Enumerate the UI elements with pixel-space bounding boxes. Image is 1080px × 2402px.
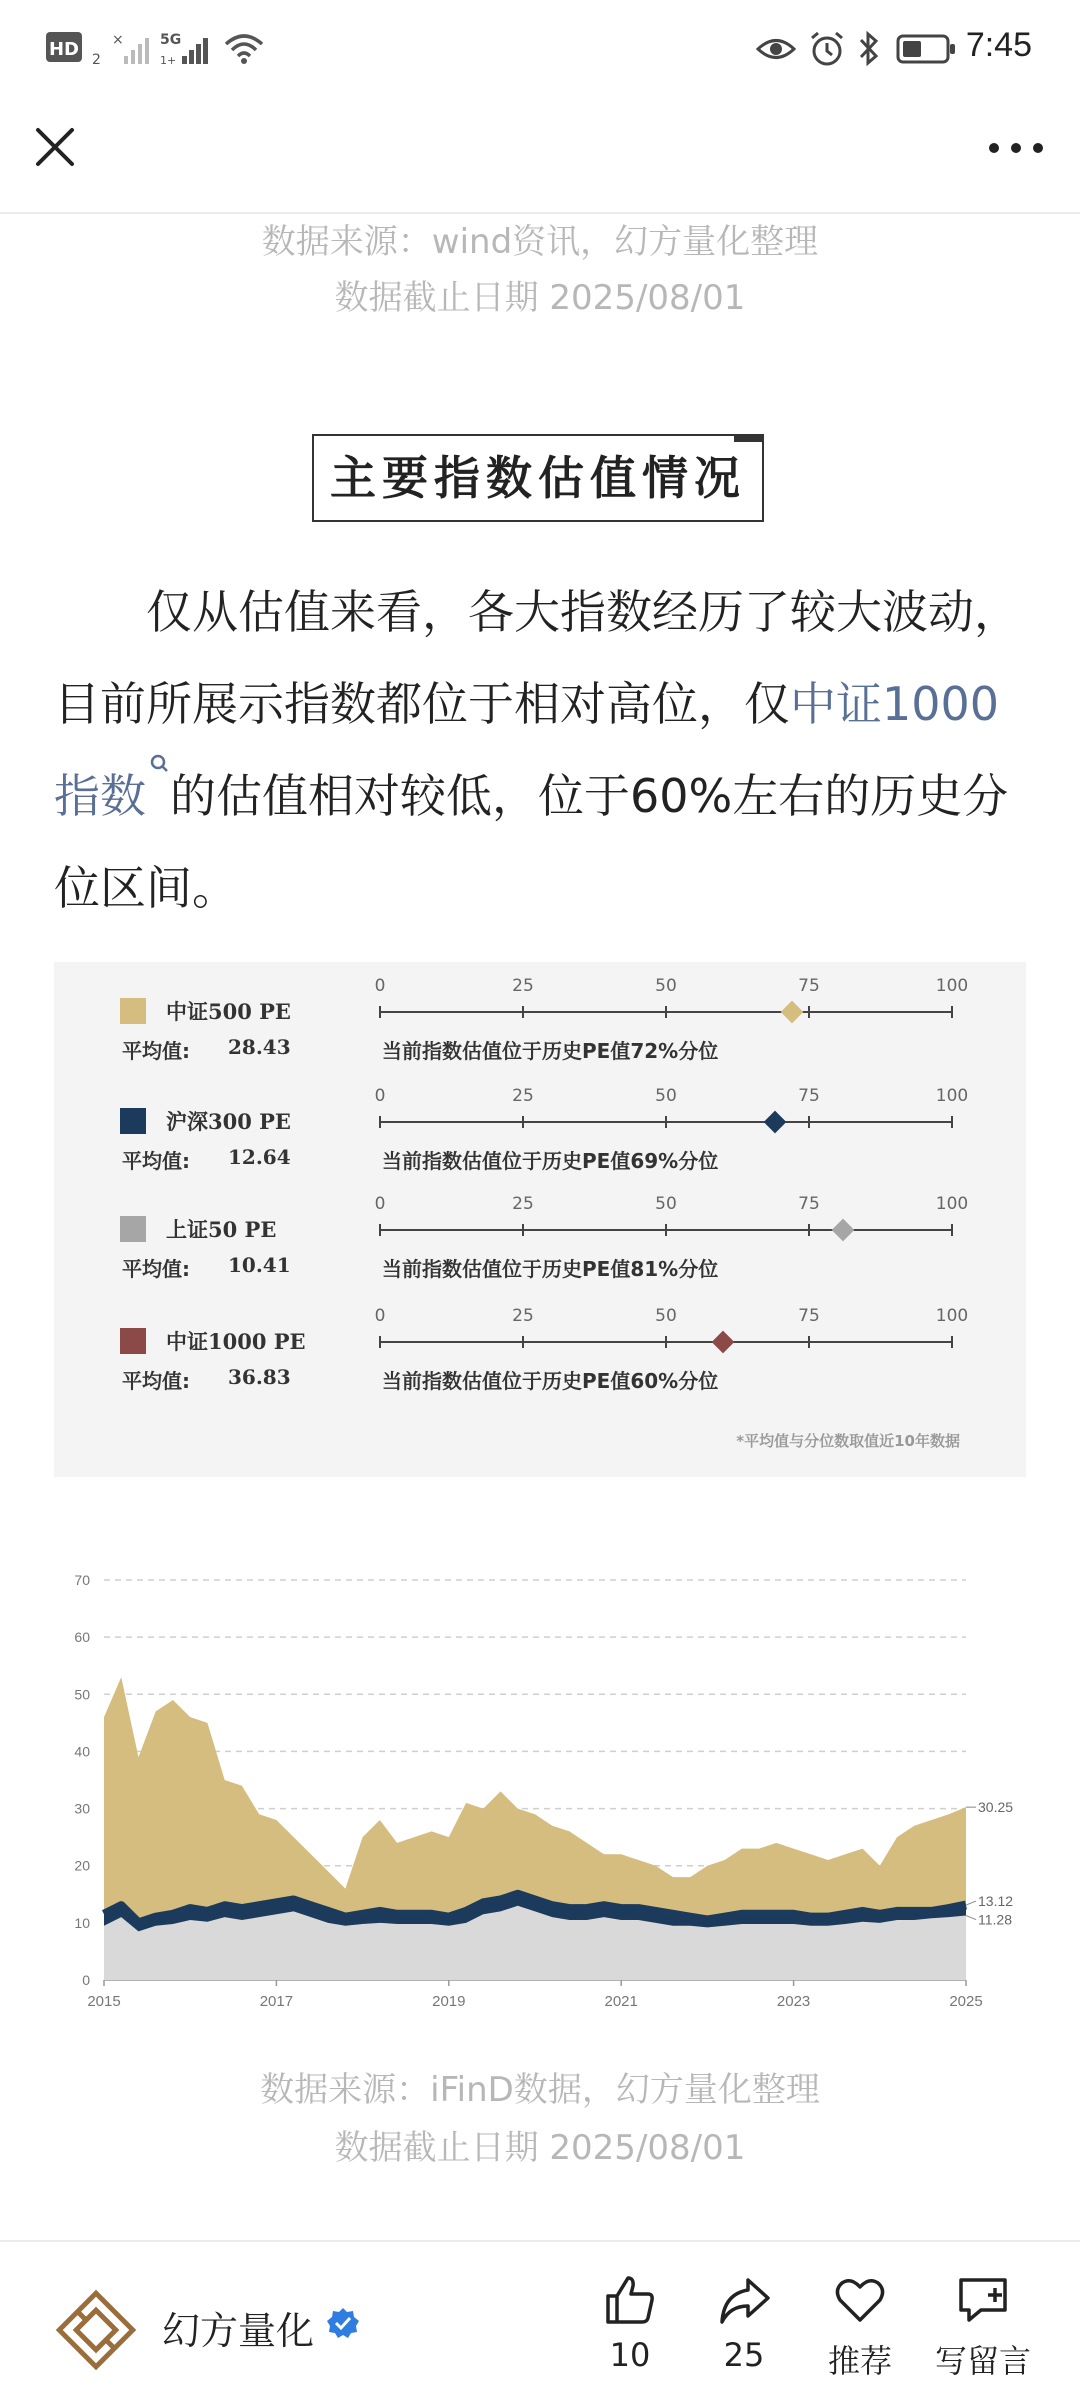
chart-x-tick: 2019 (432, 1993, 466, 2010)
account-name[interactable]: 幻方量化 (162, 2309, 315, 2353)
chart-end-label-leader (966, 1901, 976, 1905)
pe-valuation-panel (54, 962, 1026, 1477)
eye-icon (756, 30, 796, 68)
pe-scale-tick: 75 (798, 1306, 820, 1326)
recommend-button[interactable] (810, 2272, 910, 2382)
recommend-label: 推荐 (827, 2342, 892, 2380)
share-arrow-icon (716, 2272, 772, 2328)
pe-scale-tick: 25 (512, 976, 534, 996)
pe-row (54, 976, 1026, 1076)
share-count: 25 (723, 2336, 765, 2374)
pe-scale-tick: 100 (935, 1086, 969, 1106)
comment-button[interactable] (928, 2272, 1038, 2382)
thumbs-up-icon (602, 2272, 658, 2328)
pe-scale-tick: 0 (374, 976, 386, 996)
pe-avg-label: 平均值: (122, 1149, 190, 1173)
pe-scale-tick: 100 (935, 1306, 969, 1326)
bottom-bar (0, 2240, 1080, 2402)
close-icon[interactable] (30, 122, 80, 172)
top-source-line1: 数据来源：wind资讯，幻方量化整理 (261, 222, 819, 262)
pe-row (54, 1306, 1026, 1406)
hd-icon (46, 30, 104, 68)
pe-percentile-desc: 当前指数估值位于历史PE值60%分位 (382, 1369, 719, 1393)
chart-y-tick: 70 (74, 1572, 90, 1588)
pe-scale-tick: 25 (512, 1086, 534, 1106)
title-corner-mark (734, 434, 764, 442)
like-button[interactable] (580, 2272, 680, 2374)
pe-avg-value: 28.43 (228, 1035, 291, 1059)
battery-icon (896, 30, 958, 68)
chart-end-label: 30.25 (978, 1799, 1014, 1816)
signal-5g-icon (160, 30, 216, 68)
comment-icon (955, 2272, 1011, 2328)
pe-index-name: 中证500 PE (166, 999, 291, 1024)
chart-x-tick: 2021 (604, 1993, 638, 2010)
chart-y-tick: 50 (74, 1686, 90, 1703)
pe-avg-label: 平均值: (122, 1257, 190, 1281)
pe-scale-tick: 100 (935, 976, 969, 996)
wifi-icon (222, 30, 268, 68)
svg-text:HD: HD (48, 39, 80, 60)
svg-text:2: 2 (92, 52, 101, 68)
status-bar (0, 0, 1080, 100)
pe-scale-tick: 50 (655, 976, 677, 996)
alarm-icon (808, 30, 846, 68)
chart-x-tick: 2025 (949, 1993, 983, 2010)
pe-percentile-marker (712, 1331, 735, 1354)
pe-panel-note: *平均值与分位数取值近10年数据 (736, 1432, 960, 1450)
pe-scale-tick: 50 (655, 1194, 677, 1214)
pe-avg-value: 36.83 (228, 1365, 291, 1389)
pe-percentile-marker (832, 1219, 855, 1242)
chart-x-tick: 2015 (87, 1993, 121, 2010)
chart-end-label-leader (966, 1916, 976, 1920)
pe-legend-swatch (120, 998, 146, 1024)
search-icon[interactable] (146, 750, 170, 790)
pe-legend-swatch (120, 1216, 146, 1242)
pe-index-name: 中证1000 PE (166, 1329, 306, 1354)
pe-avg-label: 平均值: (122, 1039, 190, 1063)
chart-x-tick: 2023 (776, 1993, 811, 2010)
pe-scale-tick: 100 (935, 1194, 969, 1214)
verified-badge-icon (326, 2306, 360, 2340)
pe-row (54, 1086, 1026, 1186)
pe-scale-line (380, 1229, 952, 1231)
pe-scale-tick: 0 (374, 1194, 386, 1214)
chart-y-tick: 30 (74, 1800, 90, 1817)
pe-scale-tick: 25 (512, 1306, 534, 1326)
pe-scale-tick: 50 (655, 1306, 677, 1326)
more-icon[interactable] (986, 136, 1046, 160)
pe-avg-value: 10.41 (228, 1253, 291, 1277)
bottom-source-line1: 数据来源：iFinD数据，幻方量化整理 (260, 2070, 820, 2110)
pe-scale-tick: 75 (798, 1086, 820, 1106)
pe-percentile-marker (763, 1111, 786, 1134)
pe-percentile-marker (781, 1001, 804, 1024)
like-count: 10 (609, 2336, 651, 2374)
comment-label: 写留言 (934, 2342, 1031, 2380)
pe-scale-tick: 75 (798, 1194, 820, 1214)
pe-scale-tick: 50 (655, 1086, 677, 1106)
status-time: 7:45 (965, 26, 1032, 64)
paragraph-text-2: 的估值相对较低，位于60%左右的历史分位区间。 (54, 769, 1009, 915)
pe-scale-tick: 0 (374, 1306, 386, 1326)
chart-y-tick: 60 (74, 1629, 90, 1646)
svg-text:1+: 1+ (160, 54, 177, 67)
section-title (312, 434, 764, 522)
pe-scale-line (380, 1341, 952, 1343)
bottom-source-line2: 数据截止日期 2025/08/01 (334, 2128, 746, 2168)
section-title-text: 主要指数估值情况 (330, 451, 746, 505)
pe-legend-swatch (120, 1108, 146, 1134)
pe-scale-line (380, 1011, 952, 1013)
pe-scale-tick: 25 (512, 1194, 534, 1214)
pe-scale-tick: 75 (798, 976, 820, 996)
share-button[interactable] (694, 2272, 794, 2374)
pe-percentile-desc: 当前指数估值位于历史PE值69%分位 (382, 1149, 719, 1173)
pe-index-name: 上证50 PE (166, 1217, 277, 1242)
chart-y-tick: 0 (82, 1972, 90, 1988)
pe-percentile-desc: 当前指数估值位于历史PE值72%分位 (382, 1039, 719, 1063)
pe-index-name: 沪深300 PE (166, 1109, 291, 1134)
pe-percentile-desc: 当前指数估值位于历史PE值81%分位 (382, 1257, 719, 1281)
top-bar (0, 100, 1080, 214)
svg-text:×: × (112, 32, 124, 48)
pe-avg-value: 12.64 (228, 1145, 291, 1169)
account-logo-icon[interactable] (56, 2290, 136, 2370)
chart-end-label: 13.12 (978, 1893, 1014, 1910)
pe-legend-swatch (120, 1328, 146, 1354)
signal-off-icon (110, 30, 154, 68)
chart-x-tick: 2017 (259, 1993, 294, 2010)
top-source-line2: 数据截止日期 2025/08/01 (334, 278, 746, 318)
paragraph-text-1: 仅从估值来看，各大指数经历了较大波动，目前所展示指数都位于相对高位，仅 (54, 585, 1020, 731)
index-link[interactable]: 中证1000指数 (54, 677, 1000, 823)
pe-history-chart (54, 1560, 1026, 2020)
pe-scale-line (380, 1121, 952, 1123)
svg-text:5G: 5G (160, 32, 182, 48)
chart-y-tick: 10 (74, 1914, 90, 1931)
chart-end-label: 11.28 (978, 1911, 1012, 1928)
article-paragraph (54, 566, 1026, 934)
bluetooth-icon (856, 30, 882, 68)
pe-scale-tick: 0 (374, 1086, 386, 1106)
pe-row (54, 1194, 1026, 1294)
heart-icon (832, 2272, 888, 2328)
chart-y-tick: 40 (74, 1743, 90, 1760)
chart-y-tick: 20 (74, 1857, 90, 1874)
pe-avg-label: 平均值: (122, 1369, 190, 1393)
